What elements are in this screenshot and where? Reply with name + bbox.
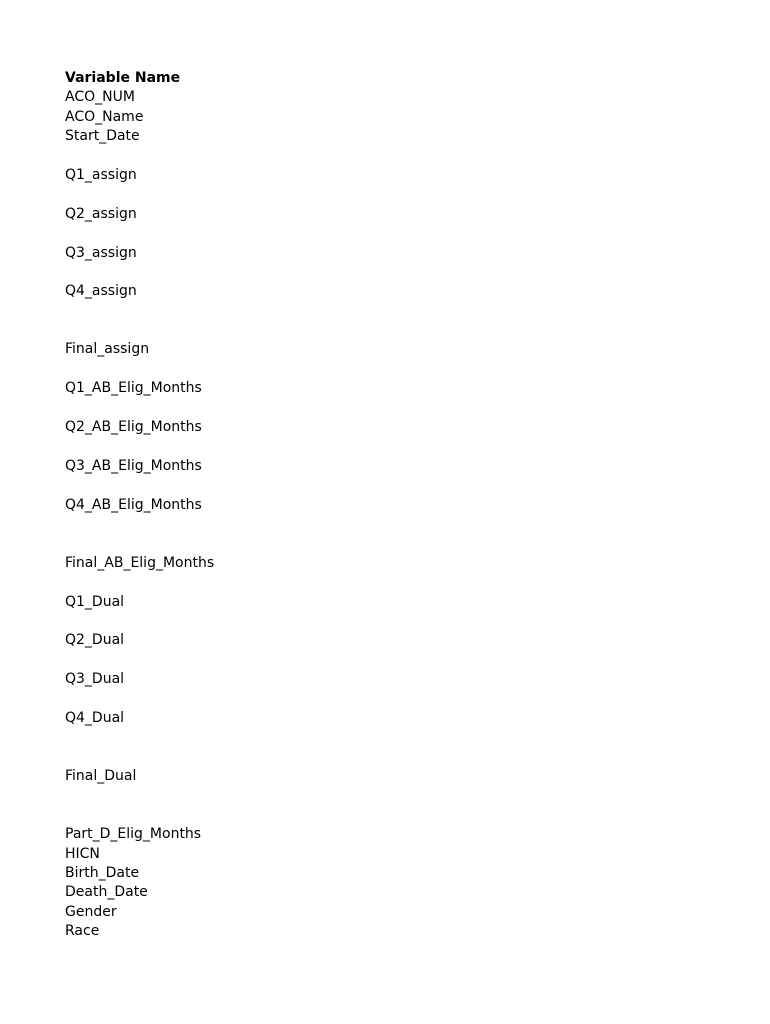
variable-row: Q4_AB_Elig_Months: [65, 496, 202, 513]
variable-row: Q2_AB_Elig_Months: [65, 419, 202, 436]
spacer: [65, 399, 745, 418]
variable-row: Final_AB_Elig_Months: [65, 554, 215, 571]
column-header-variable-name: Variable Name: [65, 70, 181, 86]
spacer: [65, 787, 745, 826]
spacer: [65, 437, 745, 456]
variable-row: Start_Date: [65, 128, 140, 145]
spacer: [65, 612, 745, 631]
spacer: [65, 147, 745, 166]
variable-row: ACO_NUM: [65, 89, 135, 106]
variable-row: Part_D_Elig_Months: [65, 826, 202, 843]
spacer: [65, 185, 745, 204]
variable-row: Q1_AB_Elig_Months: [65, 380, 202, 397]
spacer: [65, 360, 745, 379]
variable-list: [65, 69, 745, 942]
spacer: [65, 263, 745, 282]
spacer: [65, 573, 745, 592]
variable-row: ACO_Name: [65, 108, 144, 125]
variable-row: Q4_Dual: [65, 709, 125, 726]
spacer: [65, 690, 745, 709]
variable-row: Q2_Dual: [65, 632, 125, 649]
spacer: [65, 651, 745, 670]
spacer: [65, 476, 745, 495]
spacer: [65, 515, 745, 554]
variable-row: Final_assign: [65, 341, 150, 358]
spacer: [65, 224, 745, 243]
spacer: [65, 728, 745, 767]
variable-row: Q3_assign: [65, 244, 137, 261]
variable-row: Q3_Dual: [65, 671, 125, 688]
variable-row: Q4_assign: [65, 283, 137, 300]
variable-row: Final_Dual: [65, 768, 137, 785]
spacer: [65, 302, 745, 341]
variable-row: HICN: [65, 845, 100, 862]
variable-row: Q2_assign: [65, 205, 137, 222]
variable-row: Q1_assign: [65, 166, 137, 183]
variable-row: Q1_Dual: [65, 593, 125, 610]
variable-row: Gender: [65, 903, 117, 920]
variable-row: Q3_AB_Elig_Months: [65, 457, 202, 474]
variable-row: Birth_Date: [65, 865, 140, 882]
variable-row: Race: [65, 923, 100, 940]
variable-row: Death_Date: [65, 884, 148, 901]
